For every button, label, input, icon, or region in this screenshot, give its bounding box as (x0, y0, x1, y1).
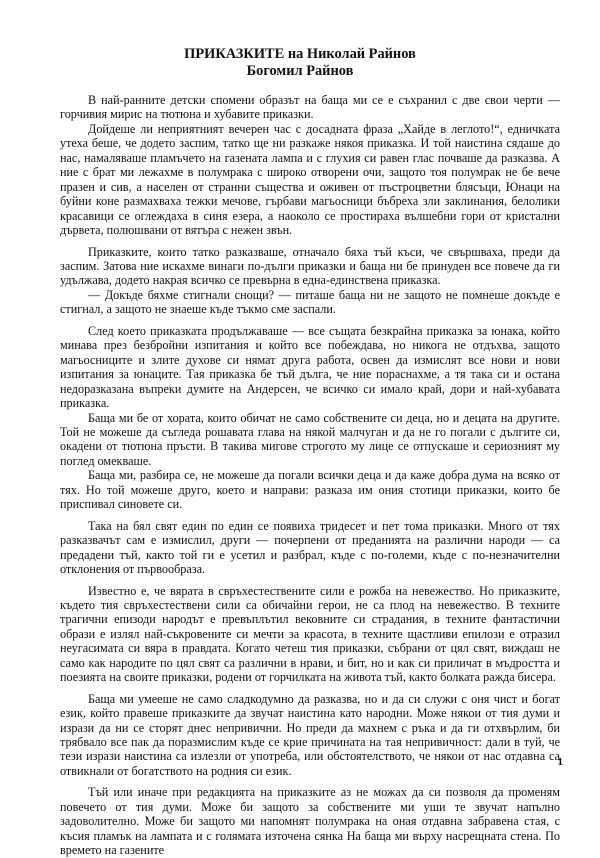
paragraph: Дойдеше ли неприятният вечерен час с досадната фраза „Хайде в леглото!“, едничката утеха беше, че додето заспим, татко ще ни разкаже някоя приказка. И той наистина сядаше до нас, намаляваше пламъчето на газената лампа и с глухия си равен глас почваше да разказва. А ние с брат ми лежахме в полумрака с широко отворени очи, защото тоя полумрак не бе вече празен и сив, а населен от странни същества и оживен от пъстроцветни блясъци, Юнаци на буйни коне размахваха тежки мечове, гърбави магьосници бъбреха зли заклинания, белолики красавици се оглеждаха в синя езера, а наоколо се простираха вълшебни гори от кристални дървета, полюшвани от вятъра с нежен звън. (60, 121, 560, 238)
paragraph: Известно е, че вярата в свръхестествените сили е рожба на невежество. Но приказките, където тия свръхестествени сили са обичайни герои, не са плод на невежество. В техните трагични епизоди народът е превъплътил вековните си страдания, в техните фантастични образи е излял най-съкровените си мечти за красота, в техните щастливи епилози е отразил неугасимата си вяра в правдата. Когато четеш тия приказки, събрани от цял свят, виждаш не само как народите по цял свят са различни в нрави, и бит, но и как си приличат в мъдростта и поезията на своите приказки, родени от горчилката на живота тъй, както болката ражда бисера. (60, 583, 560, 685)
document-body (60, 93, 560, 858)
document-author: Богомил Райнов (246, 63, 354, 79)
paragraph: След което приказката продължаваше — все същата безкрайна приказка за юнака, който минава през безбройни изпитания и който все побеждава, но никога не отдъхва, защото магьосниците и злите духове си нямат друга работа, освен да измислят все нови и нови изпитания за юнаците. Тая приказка бе тъй дълга, че ние пораснахме, а тя така си и остана недоразказана въпреки думите на Андерсен, че всичко си имало край, дори и най-хубавата приказка. (60, 323, 560, 411)
paragraph: В най-ранните детски спомени образът на баща ми се е съхранил с две свои черти — горчивия мирис на тютюна и хубавите приказки. (60, 93, 560, 122)
paragraph: Тъй или иначе при редакцията на приказките аз не можах да си позволя да променям повечето от тия думи. Може би защото за собствените ми уши те звучат напълно задоволително. Може би защото ми напомнят полумрака на оная отдавна забравена стая, с късия пламък на лампата и с голямата източена сянка На баща ми върху насрещната стена. По времето на газените (60, 785, 560, 858)
paragraph: Така на бял свят един по един се появиха тридесет и пет тома приказки. Много от тях разказвачът сам е измислил, други — почерпени от преданията на различни народи — са предадени тъй, както той ги е усетил и разбрал, къде с по-големи, къде с по-незначителни отклонения от първообраза. (60, 518, 560, 577)
paragraph: — Докъде бяхме стигнали снощи? — питаше баща ни не защото не помнеше докъде е стигнал, а защото не знаеше къде тъкмо сме заспали. (60, 287, 560, 317)
page-number: 1 (557, 756, 563, 768)
paragraph: Баща ми бе от хората, които обичат не само собствените си деца, но и децата на другите. Той не можеше да съгледа рошавата глава на някой малчуган и да не го погали с дългите си, окадени от тютюна пръсти. В такива мигове строгото му лице се отпускаше и сериозният му поглед омекваше. (60, 410, 560, 468)
paragraph: Приказките, които татко разказваше, отначало бяха тъй къси, че свършваха, преди да заспим. Затова ние искахме винаги по-дълги приказки и баща ни бе принуден все повече да ги удължава, додето накрая всичко се превърна в една-единствена приказка. (60, 244, 560, 288)
document-title: ПРИКАЗКИТЕ на Николай Райнов (184, 46, 416, 62)
paragraph: Баща ми, разбира се, не можеше да погали всички деца и да каже добра дума на всяко от тях. Но той можеше друго, което и направи: разказа им ония стотици приказки, които бе приспивал синовете си. (60, 468, 560, 512)
paragraph: Баща ми умееше не само сладкодумно да разказва, но и да си служи с оня чист и богат език, който правеше приказките да звучат наистина като народни. Може някои от тия думи и изрази да ни се сторят днес непривични. Но преди да махнем с ръка и да ги отхвърлим, би трябвало все пак да поразмислим къде се крие причината на тая непривичност: дали в туй, че тези изрази наистина са излезли от употреба, или обстоятелството, че някои от нас отдавна са отвикнали от богатството на родния си език. (60, 691, 560, 778)
